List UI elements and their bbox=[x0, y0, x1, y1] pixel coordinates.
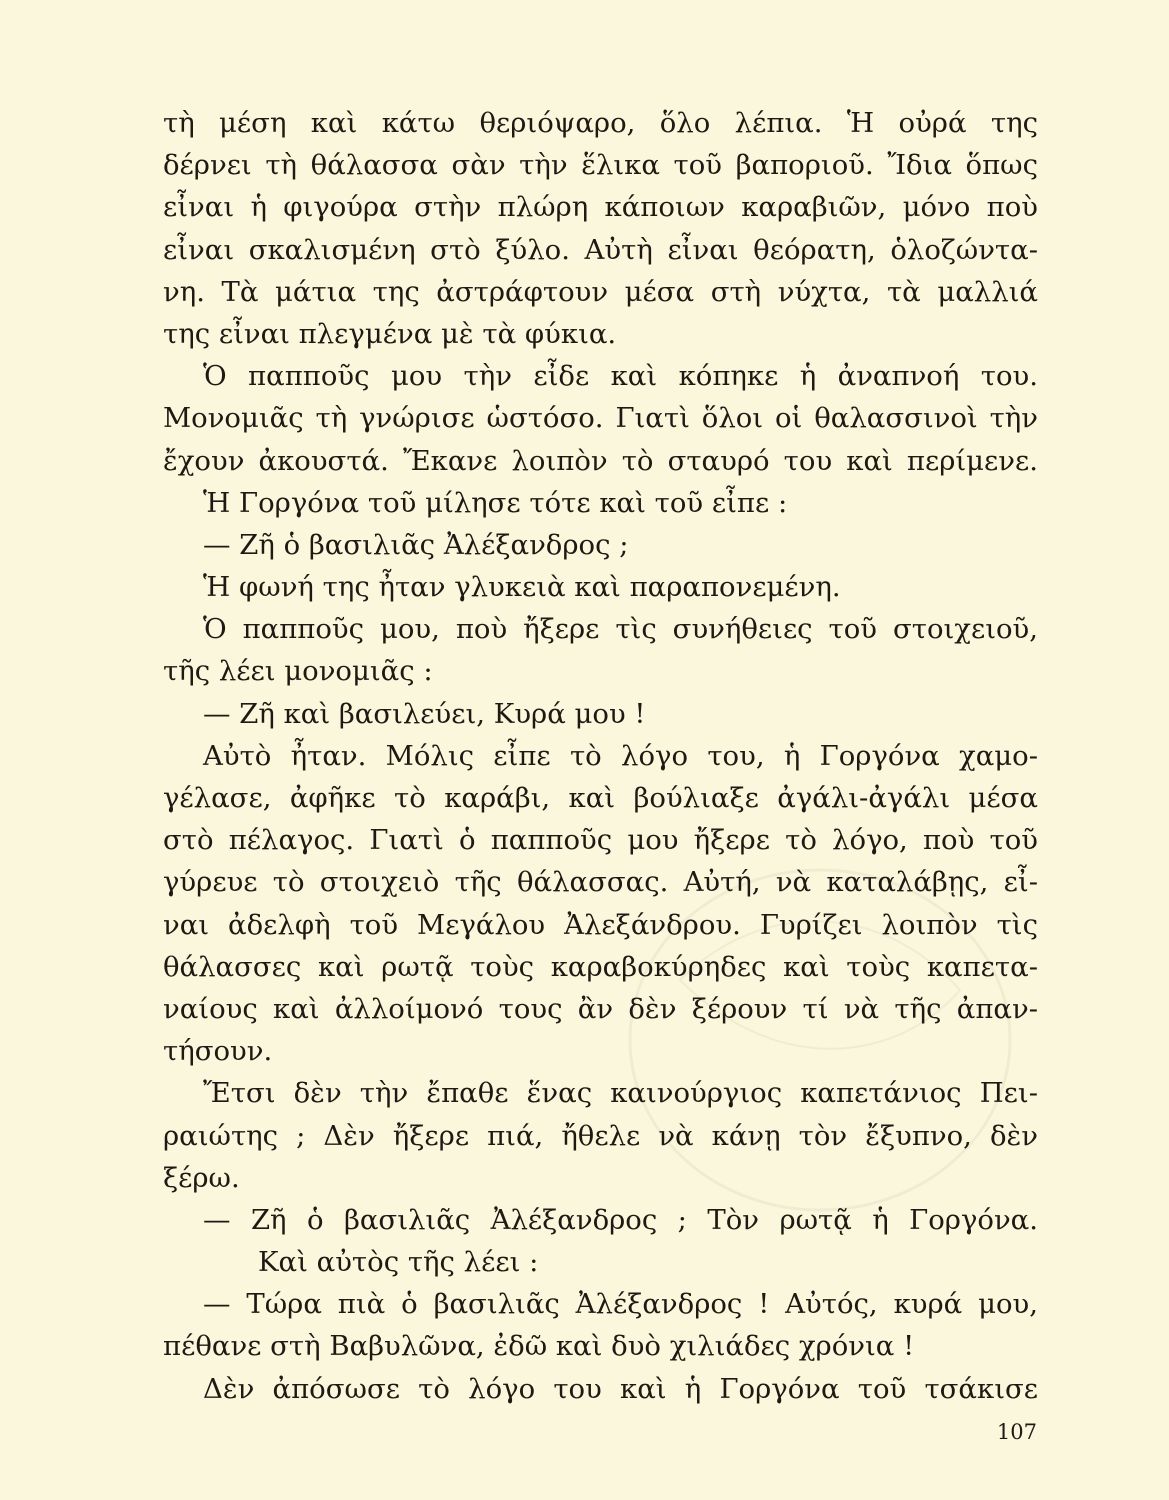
text-line: Αὐτὸ ἦταν. Μόλις εἶπε τὸ λόγο του, ἡ Γοργόνα χαμο- bbox=[203, 739, 1038, 772]
text-line: Μονομιᾶς τὴ γνώρισε ὡστόσο. Γιατὶ ὅλοι οἱ θαλασσινοὶ τὴν bbox=[163, 402, 1038, 435]
text-line: τήσουν. bbox=[163, 1035, 273, 1068]
text-line: της εἶναι πλεγμένα μὲ τὰ φύκια. bbox=[163, 317, 617, 350]
text-line: ναι ἀδελφὴ τοῦ Μεγάλου Ἀλεξάνδρου. Γυρίζει λοιπὸν τὶς bbox=[163, 908, 1038, 941]
text-line: — Ζῆ ὁ βασιλιᾶς Ἀλέξανδρος ; bbox=[203, 528, 629, 561]
text-line: Ἡ φωνή της ἦταν γλυκειὰ καὶ παραπονεμένη. bbox=[203, 571, 841, 604]
text-line: Ἔτσι δὲν τὴν ἔπαθε ἕνας καινούργιος καπετάνιος Πει- bbox=[203, 1077, 1038, 1110]
text-line: ναίους καὶ ἀλλοίμονό τους ἂν δὲν ξέρουν τί νὰ τῆς ἀπαν- bbox=[163, 992, 1038, 1025]
text-line: Ἡ Γοργόνα τοῦ μίλησε τότε καὶ τοῦ εἶπε : bbox=[203, 486, 788, 519]
text-line: εἶναι ἡ φιγούρα στὴν πλώρη κάποιων καραβιῶν, μόνο ποὺ bbox=[163, 191, 1038, 224]
text-line: — Τώρα πιὰ ὁ βασιλιᾶς Ἀλέξανδρος ! Αὐτός, κυρά μου, bbox=[203, 1288, 1038, 1321]
text-line: θάλασσες καὶ ρωτᾷ τοὺς καραβοκύρηδες καὶ τοὺς καπετα- bbox=[163, 950, 1038, 983]
text-line: γύρευε τὸ στοιχειὸ τῆς θάλασσας. Αὐτή, νὰ καταλάβῃς, εἶ- bbox=[163, 866, 1038, 899]
text-line: στὸ πέλαγος. Γιατὶ ὁ παπποῦς μου ἤξερε τὸ λόγο, ποὺ τοῦ bbox=[163, 824, 1038, 857]
text-line: — Ζῆ ὁ βασιλιᾶς Ἀλέξανδρος ; Τὸν ρωτᾷ ἡ Γοργόνα. bbox=[203, 1203, 1038, 1236]
text-line: ἔχουν ἀκουστά. Ἔκανε λοιπὸν τὸ σταυρό του καὶ περίμενε. bbox=[163, 444, 1038, 477]
text-line: ξέρω. bbox=[163, 1161, 240, 1194]
body-text bbox=[163, 102, 1038, 1410]
text-line: δέρνει τὴ θάλασσα σὰν τὴν ἕλικα τοῦ βαποριοῦ. Ἴδια ὅπως bbox=[163, 149, 1038, 182]
text-line: ραιώτης ; Δὲν ἤξερε πιά, ἤθελε νὰ κάνῃ τὸν ἔξυπνο, δὲν bbox=[163, 1119, 1038, 1152]
text-line: Ὁ παπποῦς μου τὴν εἶδε καὶ κόπηκε ἡ ἀναπνοή του. bbox=[203, 360, 1038, 393]
text-line: εἶναι σκαλισμένη στὸ ξύλο. Αὐτὴ εἶναι θεόρατη, ὁλοζώντα- bbox=[163, 233, 1038, 266]
text-line: Δὲν ἀπόσωσε τὸ λόγο του καὶ ἡ Γοργόνα τοῦ τσάκισε bbox=[203, 1372, 1038, 1405]
text-line: τὴ μέση καὶ κάτω θεριόψαρο, ὅλο λέπια. Ἡ οὐρά της bbox=[163, 107, 1038, 139]
text-line: — Ζῆ καὶ βασιλεύει, Κυρά μου ! bbox=[203, 697, 646, 730]
page-number: 107 bbox=[996, 1420, 1037, 1444]
text-line: Ὁ παπποῦς μου, ποὺ ἤξερε τὶς συνήθειες τοῦ στοιχειοῦ, bbox=[203, 613, 1038, 646]
text-line: τῆς λέει μονομιᾶς : bbox=[163, 655, 433, 688]
text-line: γέλασε, ἀφῆκε τὸ καράβι, καὶ βούλιαξε ἀγάλι-ἀγάλι μέσα bbox=[163, 782, 1038, 814]
text-line: Καὶ αὐτὸς τῆς λέει : bbox=[258, 1246, 539, 1279]
text-line: πέθανε στὴ Βαβυλῶνα, ἐδῶ καὶ δυὸ χιλιάδες χρόνια ! bbox=[163, 1330, 915, 1363]
text-line: νη. Τὰ μάτια της ἀστράφτουν μέσα στὴ νύχτα, τὰ μαλλιά bbox=[163, 275, 1038, 308]
